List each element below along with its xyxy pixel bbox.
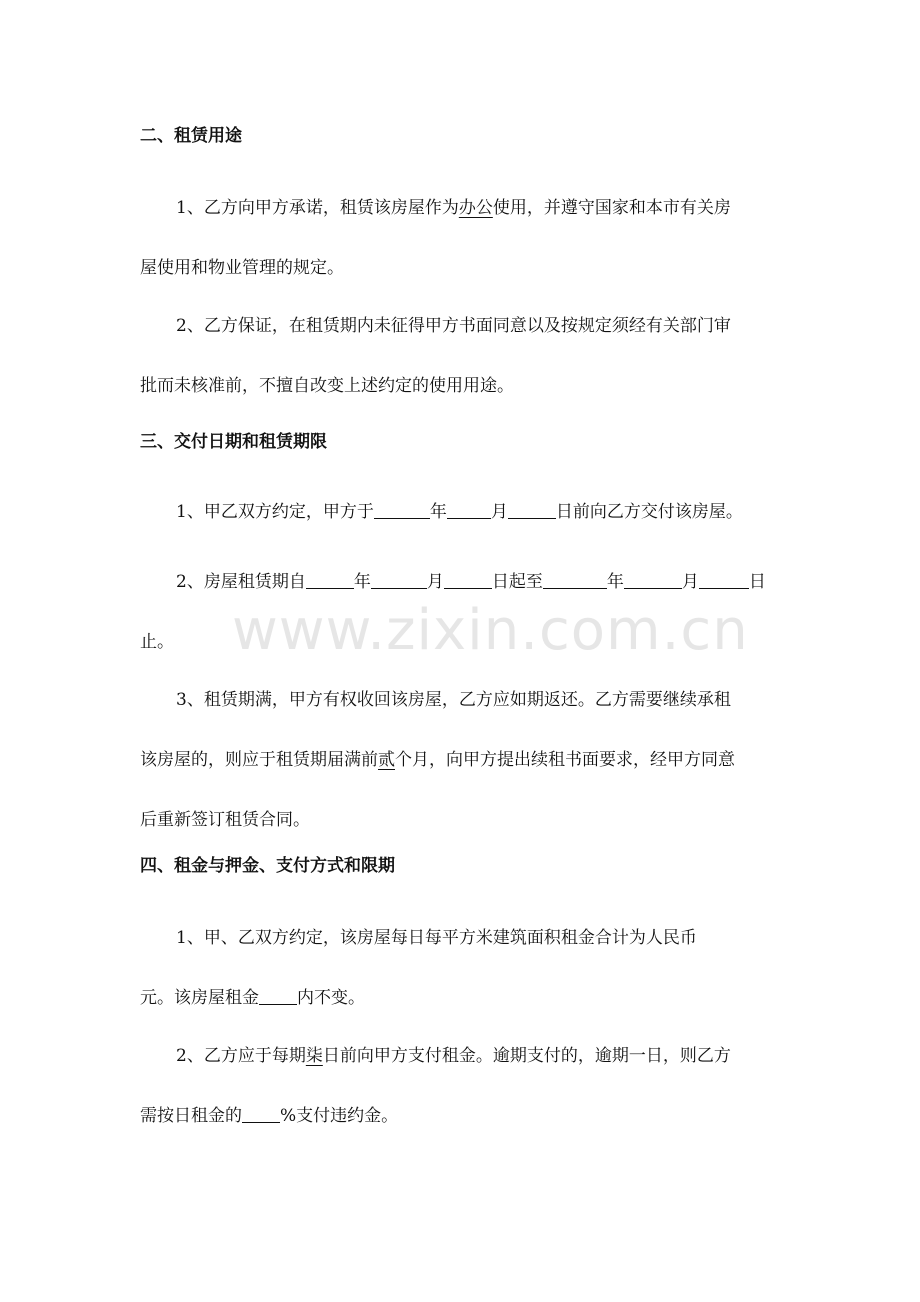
section-4-clause-2: 2、乙方应于每期柒日前向甲方支付租金。逾期支付的，逾期一日，则乙方 需按日租金的 %支付违约金。 xyxy=(140,1046,731,1126)
section-2-title: 二、租赁用途 xyxy=(140,126,242,146)
section-3-title: 三、交付日期和租赁期限 xyxy=(140,432,327,452)
start-year-blank xyxy=(306,571,354,589)
rent-period-blank xyxy=(259,987,297,1005)
end-month-blank xyxy=(624,571,682,589)
delivery-year-blank xyxy=(374,501,430,519)
start-day-blank xyxy=(444,571,492,589)
section-3-clause-3: 3、租赁期满，甲方有权收回该房屋，乙方应如期返还。乙方需要继续承租 该房屋的，则应于租赁期届满前贰个月，向甲方提出续租书面要求，经甲方同意 后重新签订租赁合同。 xyxy=(140,690,735,830)
watermark: www.zixin.com.cn xyxy=(232,598,749,663)
penalty-rate-blank xyxy=(242,1105,280,1123)
section-4-clause-1: 1、甲、乙双方约定，该房屋每日每平方米建筑面积租金合计为人民币 元。该房屋租金 内不变。 xyxy=(140,928,697,1008)
section-4-title: 四、租金与押金、支付方式和限期 xyxy=(140,856,395,876)
section-3-clause-2: 2、房屋租赁期自 年 月 日起至 年 月 日 止。 xyxy=(140,572,766,652)
section-2-clause-1: 1、乙方向甲方承诺，租赁该房屋作为办公使用，并遵守国家和本市有关房 屋使用和物业管理的规定。 xyxy=(140,198,731,278)
section-2-clause-2: 2、乙方保证，在租赁期内未征得甲方书面同意以及按规定须经有关部门审 批而未核准前，不擅自改变上述约定的使用用途。 xyxy=(140,316,731,396)
end-day-blank xyxy=(699,571,749,589)
usage-value: 办公 xyxy=(458,198,493,218)
delivery-month-blank xyxy=(447,501,491,519)
delivery-day-blank xyxy=(508,501,556,519)
section-3-clause-1: 1、甲乙双方约定，甲方于 年 月 日前向乙方交付该房屋。 xyxy=(176,502,743,522)
renewal-months-value: 贰 xyxy=(378,750,395,770)
start-month-blank xyxy=(371,571,427,589)
payment-day-value: 柒 xyxy=(305,1046,323,1066)
end-year-blank xyxy=(543,571,607,589)
